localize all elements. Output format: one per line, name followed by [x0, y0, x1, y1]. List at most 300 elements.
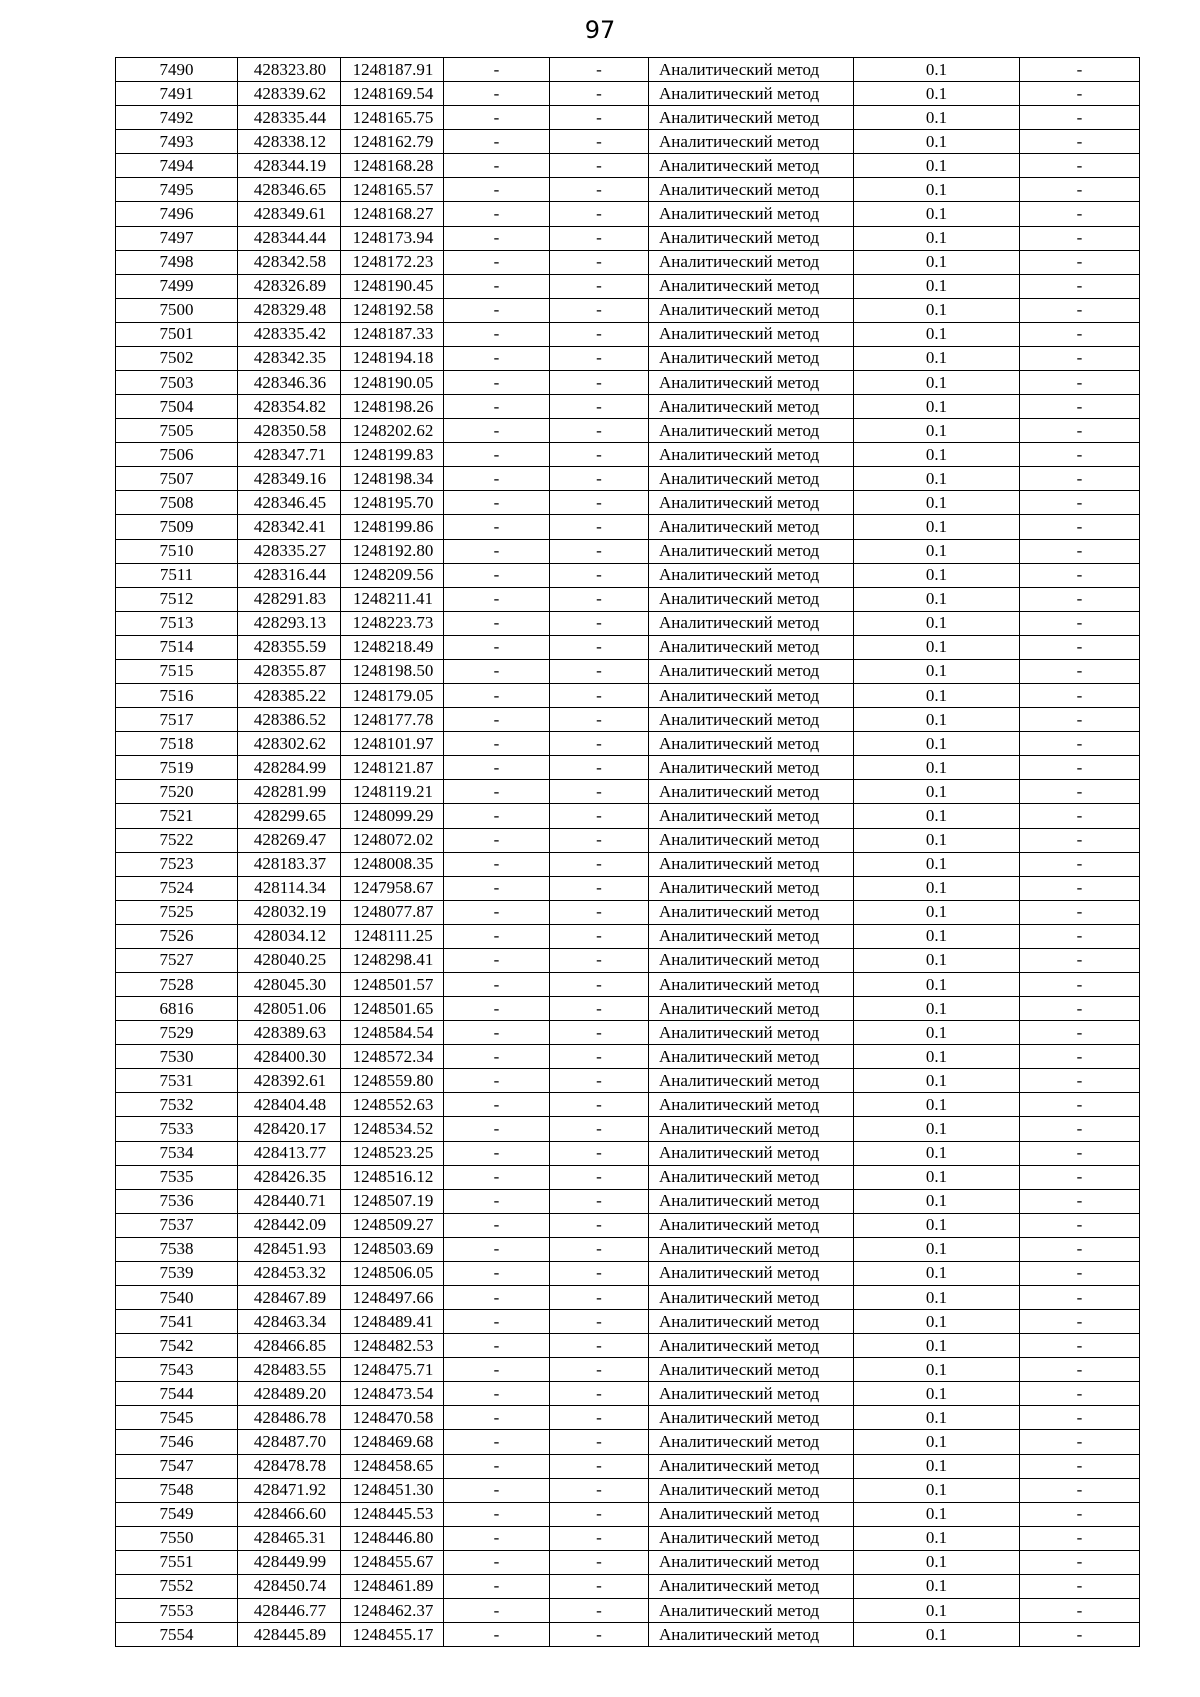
method-cell: Аналитический метод [649, 708, 854, 732]
dash-cell-b: - [550, 756, 649, 780]
accuracy-cell: 0.1 [854, 876, 1020, 900]
table-row [116, 178, 1140, 202]
dash-cell-b: - [550, 1526, 649, 1550]
y-coordinate-cell: 1248195.70 [341, 491, 444, 515]
table-row [116, 587, 1140, 611]
dash-cell-c: - [1020, 1045, 1140, 1069]
table-row [116, 443, 1140, 467]
method-cell: Аналитический метод [649, 274, 854, 298]
table-row [116, 1382, 1140, 1406]
dash-cell-c: - [1020, 1526, 1140, 1550]
x-coordinate-cell: 428291.83 [238, 587, 341, 611]
point-number-cell: 7518 [116, 732, 238, 756]
table-row [116, 106, 1140, 130]
dash-cell-b: - [550, 780, 649, 804]
y-coordinate-cell: 1248165.75 [341, 106, 444, 130]
dash-cell-b: - [550, 1045, 649, 1069]
method-cell: Аналитический метод [649, 154, 854, 178]
dash-cell-b: - [550, 563, 649, 587]
dash-cell-b: - [550, 130, 649, 154]
dash-cell-a: - [444, 443, 550, 467]
table-row [116, 948, 1140, 972]
method-cell: Аналитический метод [649, 515, 854, 539]
y-coordinate-cell: 1248462.37 [341, 1599, 444, 1623]
dash-cell-b: - [550, 1237, 649, 1261]
dash-cell-b: - [550, 611, 649, 635]
method-cell: Аналитический метод [649, 467, 854, 491]
point-number-cell: 7509 [116, 515, 238, 539]
point-number-cell: 7553 [116, 1599, 238, 1623]
table-row [116, 563, 1140, 587]
dash-cell-c: - [1020, 467, 1140, 491]
table-row [116, 1189, 1140, 1213]
dash-cell-b: - [550, 1382, 649, 1406]
point-number-cell: 7525 [116, 900, 238, 924]
y-coordinate-cell: 1248168.28 [341, 154, 444, 178]
point-number-cell: 7550 [116, 1526, 238, 1550]
method-cell: Аналитический метод [649, 1261, 854, 1285]
x-coordinate-cell: 428032.19 [238, 900, 341, 924]
y-coordinate-cell: 1248559.80 [341, 1069, 444, 1093]
accuracy-cell: 0.1 [854, 972, 1020, 996]
x-coordinate-cell: 428344.44 [238, 226, 341, 250]
point-number-cell: 7513 [116, 611, 238, 635]
dash-cell-b: - [550, 1021, 649, 1045]
x-coordinate-cell: 428335.27 [238, 539, 341, 563]
dash-cell-a: - [444, 467, 550, 491]
dash-cell-c: - [1020, 58, 1140, 82]
accuracy-cell: 0.1 [854, 226, 1020, 250]
dash-cell-a: - [444, 1117, 550, 1141]
accuracy-cell: 0.1 [854, 274, 1020, 298]
method-cell: Аналитический метод [649, 250, 854, 274]
y-coordinate-cell: 1248503.69 [341, 1237, 444, 1261]
x-coordinate-cell: 428316.44 [238, 563, 341, 587]
dash-cell-c: - [1020, 587, 1140, 611]
dash-cell-c: - [1020, 611, 1140, 635]
x-coordinate-cell: 428051.06 [238, 997, 341, 1021]
dash-cell-b: - [550, 972, 649, 996]
x-coordinate-cell: 428478.78 [238, 1454, 341, 1478]
y-coordinate-cell: 1248572.34 [341, 1045, 444, 1069]
point-number-cell: 7516 [116, 684, 238, 708]
point-number-cell: 7490 [116, 58, 238, 82]
method-cell: Аналитический метод [649, 1502, 854, 1526]
dash-cell-a: - [444, 780, 550, 804]
accuracy-cell: 0.1 [854, 1623, 1020, 1647]
y-coordinate-cell: 1248008.35 [341, 852, 444, 876]
x-coordinate-cell: 428449.99 [238, 1550, 341, 1574]
dash-cell-b: - [550, 1069, 649, 1093]
dash-cell-b: - [550, 346, 649, 370]
dash-cell-a: - [444, 1406, 550, 1430]
dash-cell-c: - [1020, 1261, 1140, 1285]
dash-cell-a: - [444, 419, 550, 443]
accuracy-cell: 0.1 [854, 371, 1020, 395]
point-number-cell: 7535 [116, 1165, 238, 1189]
table-row [116, 876, 1140, 900]
table-row [116, 1526, 1140, 1550]
accuracy-cell: 0.1 [854, 684, 1020, 708]
method-cell: Аналитический метод [649, 756, 854, 780]
point-number-cell: 7528 [116, 972, 238, 996]
dash-cell-a: - [444, 1285, 550, 1309]
method-cell: Аналитический метод [649, 1334, 854, 1358]
dash-cell-b: - [550, 587, 649, 611]
point-number-cell: 7534 [116, 1141, 238, 1165]
point-number-cell: 7523 [116, 852, 238, 876]
dash-cell-c: - [1020, 828, 1140, 852]
dash-cell-b: - [550, 226, 649, 250]
dash-cell-a: - [444, 684, 550, 708]
accuracy-cell: 0.1 [854, 1502, 1020, 1526]
method-cell: Аналитический метод [649, 852, 854, 876]
accuracy-cell: 0.1 [854, 780, 1020, 804]
dash-cell-a: - [444, 876, 550, 900]
dash-cell-b: - [550, 876, 649, 900]
point-number-cell: 7506 [116, 443, 238, 467]
accuracy-cell: 0.1 [854, 732, 1020, 756]
table-row [116, 1261, 1140, 1285]
table-row [116, 1165, 1140, 1189]
x-coordinate-cell: 428446.77 [238, 1599, 341, 1623]
table-row [116, 1623, 1140, 1647]
x-coordinate-cell: 428040.25 [238, 948, 341, 972]
table-row [116, 1045, 1140, 1069]
y-coordinate-cell: 1248223.73 [341, 611, 444, 635]
method-cell: Аналитический метод [649, 298, 854, 322]
accuracy-cell: 0.1 [854, 1189, 1020, 1213]
y-coordinate-cell: 1248501.65 [341, 997, 444, 1021]
y-coordinate-cell: 1248455.67 [341, 1550, 444, 1574]
method-cell: Аналитический метод [649, 563, 854, 587]
point-number-cell: 7532 [116, 1093, 238, 1117]
dash-cell-b: - [550, 997, 649, 1021]
dash-cell-b: - [550, 443, 649, 467]
table-row [116, 924, 1140, 948]
table-row [116, 828, 1140, 852]
method-cell: Аналитический метод [649, 659, 854, 683]
table-row [116, 1430, 1140, 1454]
point-number-cell: 7522 [116, 828, 238, 852]
point-number-cell: 7501 [116, 322, 238, 346]
point-number-cell: 7537 [116, 1213, 238, 1237]
point-number-cell: 7511 [116, 563, 238, 587]
table-row [116, 346, 1140, 370]
x-coordinate-cell: 428335.44 [238, 106, 341, 130]
x-coordinate-cell: 428400.30 [238, 1045, 341, 1069]
point-number-cell: 7545 [116, 1406, 238, 1430]
table-row [116, 1406, 1140, 1430]
dash-cell-a: - [444, 1478, 550, 1502]
dash-cell-c: - [1020, 130, 1140, 154]
dash-cell-c: - [1020, 756, 1140, 780]
table-row [116, 371, 1140, 395]
y-coordinate-cell: 1248101.97 [341, 732, 444, 756]
point-number-cell: 7499 [116, 274, 238, 298]
y-coordinate-cell: 1248173.94 [341, 226, 444, 250]
point-number-cell: 7552 [116, 1574, 238, 1598]
y-coordinate-cell: 1248198.26 [341, 395, 444, 419]
y-coordinate-cell: 1248516.12 [341, 1165, 444, 1189]
method-cell: Аналитический метод [649, 684, 854, 708]
dash-cell-b: - [550, 491, 649, 515]
table-row [116, 130, 1140, 154]
accuracy-cell: 0.1 [854, 491, 1020, 515]
point-number-cell: 7536 [116, 1189, 238, 1213]
dash-cell-c: - [1020, 346, 1140, 370]
dash-cell-a: - [444, 346, 550, 370]
table-row [116, 684, 1140, 708]
accuracy-cell: 0.1 [854, 82, 1020, 106]
dash-cell-b: - [550, 1213, 649, 1237]
y-coordinate-cell: 1248121.87 [341, 756, 444, 780]
table-row [116, 154, 1140, 178]
x-coordinate-cell: 428323.80 [238, 58, 341, 82]
method-cell: Аналитический метод [649, 1117, 854, 1141]
method-cell: Аналитический метод [649, 1021, 854, 1045]
accuracy-cell: 0.1 [854, 467, 1020, 491]
method-cell: Аналитический метод [649, 611, 854, 635]
dash-cell-c: - [1020, 419, 1140, 443]
method-cell: Аналитический метод [649, 972, 854, 996]
method-cell: Аналитический метод [649, 1382, 854, 1406]
dash-cell-c: - [1020, 226, 1140, 250]
y-coordinate-cell: 1248211.41 [341, 587, 444, 611]
method-cell: Аналитический метод [649, 1237, 854, 1261]
dash-cell-b: - [550, 635, 649, 659]
accuracy-cell: 0.1 [854, 828, 1020, 852]
dash-cell-a: - [444, 659, 550, 683]
x-coordinate-cell: 428420.17 [238, 1117, 341, 1141]
dash-cell-b: - [550, 58, 649, 82]
y-coordinate-cell: 1248199.86 [341, 515, 444, 539]
method-cell: Аналитический метод [649, 82, 854, 106]
accuracy-cell: 0.1 [854, 804, 1020, 828]
dash-cell-c: - [1020, 659, 1140, 683]
table-row [116, 515, 1140, 539]
dash-cell-b: - [550, 659, 649, 683]
y-coordinate-cell: 1248198.34 [341, 467, 444, 491]
x-coordinate-cell: 428354.82 [238, 395, 341, 419]
x-coordinate-cell: 428269.47 [238, 828, 341, 852]
x-coordinate-cell: 428467.89 [238, 1285, 341, 1309]
method-cell: Аналитический метод [649, 948, 854, 972]
dash-cell-b: - [550, 1599, 649, 1623]
accuracy-cell: 0.1 [854, 539, 1020, 563]
dash-cell-a: - [444, 1213, 550, 1237]
dash-cell-b: - [550, 948, 649, 972]
dash-cell-b: - [550, 178, 649, 202]
dash-cell-c: - [1020, 1550, 1140, 1574]
method-cell: Аналитический метод [649, 900, 854, 924]
y-coordinate-cell: 1248209.56 [341, 563, 444, 587]
x-coordinate-cell: 428389.63 [238, 1021, 341, 1045]
method-cell: Аналитический метод [649, 130, 854, 154]
dash-cell-c: - [1020, 250, 1140, 274]
dash-cell-c: - [1020, 1141, 1140, 1165]
accuracy-cell: 0.1 [854, 1599, 1020, 1623]
method-cell: Аналитический метод [649, 1454, 854, 1478]
dash-cell-b: - [550, 1478, 649, 1502]
y-coordinate-cell: 1248190.05 [341, 371, 444, 395]
dash-cell-c: - [1020, 732, 1140, 756]
table-row [116, 804, 1140, 828]
dash-cell-a: - [444, 1141, 550, 1165]
dash-cell-c: - [1020, 274, 1140, 298]
y-coordinate-cell: 1248473.54 [341, 1382, 444, 1406]
dash-cell-a: - [444, 154, 550, 178]
dash-cell-a: - [444, 1550, 550, 1574]
y-coordinate-cell: 1248552.63 [341, 1093, 444, 1117]
table-row [116, 1502, 1140, 1526]
dash-cell-b: - [550, 82, 649, 106]
table-row [116, 1358, 1140, 1382]
dash-cell-a: - [444, 1334, 550, 1358]
point-number-cell: 7531 [116, 1069, 238, 1093]
point-number-cell: 7527 [116, 948, 238, 972]
method-cell: Аналитический метод [649, 226, 854, 250]
y-coordinate-cell: 1248187.33 [341, 322, 444, 346]
dash-cell-c: - [1020, 1213, 1140, 1237]
point-number-cell: 7505 [116, 419, 238, 443]
accuracy-cell: 0.1 [854, 346, 1020, 370]
table-row [116, 1574, 1140, 1598]
point-number-cell: 7546 [116, 1430, 238, 1454]
dash-cell-a: - [444, 804, 550, 828]
accuracy-cell: 0.1 [854, 1141, 1020, 1165]
table-row [116, 467, 1140, 491]
dash-cell-a: - [444, 202, 550, 226]
dash-cell-c: - [1020, 82, 1140, 106]
dash-cell-a: - [444, 611, 550, 635]
x-coordinate-cell: 428426.35 [238, 1165, 341, 1189]
y-coordinate-cell: 1248192.58 [341, 298, 444, 322]
x-coordinate-cell: 428293.13 [238, 611, 341, 635]
accuracy-cell: 0.1 [854, 1430, 1020, 1454]
y-coordinate-cell: 1248111.25 [341, 924, 444, 948]
dash-cell-a: - [444, 1069, 550, 1093]
dash-cell-b: - [550, 828, 649, 852]
point-number-cell: 7542 [116, 1334, 238, 1358]
accuracy-cell: 0.1 [854, 58, 1020, 82]
accuracy-cell: 0.1 [854, 1165, 1020, 1189]
dash-cell-c: - [1020, 804, 1140, 828]
point-number-cell: 7526 [116, 924, 238, 948]
dash-cell-a: - [444, 1021, 550, 1045]
table-row [116, 1285, 1140, 1309]
method-cell: Аналитический метод [649, 202, 854, 226]
table-row [116, 1310, 1140, 1334]
point-number-cell: 7524 [116, 876, 238, 900]
table-row [116, 852, 1140, 876]
y-coordinate-cell: 1248194.18 [341, 346, 444, 370]
dash-cell-c: - [1020, 178, 1140, 202]
y-coordinate-cell: 1248099.29 [341, 804, 444, 828]
y-coordinate-cell: 1248298.41 [341, 948, 444, 972]
accuracy-cell: 0.1 [854, 130, 1020, 154]
accuracy-cell: 0.1 [854, 1358, 1020, 1382]
point-number-cell: 7491 [116, 82, 238, 106]
table-row [116, 1021, 1140, 1045]
method-cell: Аналитический метод [649, 1358, 854, 1382]
method-cell: Аналитический метод [649, 491, 854, 515]
dash-cell-a: - [444, 635, 550, 659]
accuracy-cell: 0.1 [854, 298, 1020, 322]
dash-cell-b: - [550, 1574, 649, 1598]
accuracy-cell: 0.1 [854, 659, 1020, 683]
dash-cell-c: - [1020, 1430, 1140, 1454]
table-row [116, 732, 1140, 756]
method-cell: Аналитический метод [649, 395, 854, 419]
dash-cell-b: - [550, 900, 649, 924]
dash-cell-a: - [444, 1189, 550, 1213]
x-coordinate-cell: 428045.30 [238, 972, 341, 996]
accuracy-cell: 0.1 [854, 563, 1020, 587]
table-body [116, 58, 1140, 1647]
y-coordinate-cell: 1248198.50 [341, 659, 444, 683]
coordinates-table [115, 57, 1140, 1647]
dash-cell-a: - [444, 539, 550, 563]
table-row [116, 972, 1140, 996]
method-cell: Аналитический метод [649, 106, 854, 130]
table-row [116, 395, 1140, 419]
y-coordinate-cell: 1248187.91 [341, 58, 444, 82]
table-row [116, 900, 1140, 924]
method-cell: Аналитический метод [649, 371, 854, 395]
dash-cell-c: - [1020, 298, 1140, 322]
method-cell: Аналитический метод [649, 1213, 854, 1237]
accuracy-cell: 0.1 [854, 587, 1020, 611]
dash-cell-b: - [550, 1285, 649, 1309]
y-coordinate-cell: 1248482.53 [341, 1334, 444, 1358]
method-cell: Аналитический метод [649, 419, 854, 443]
y-coordinate-cell: 1247958.67 [341, 876, 444, 900]
x-coordinate-cell: 428355.87 [238, 659, 341, 683]
dash-cell-b: - [550, 274, 649, 298]
point-number-cell: 7493 [116, 130, 238, 154]
point-number-cell: 7520 [116, 780, 238, 804]
accuracy-cell: 0.1 [854, 1334, 1020, 1358]
x-coordinate-cell: 428347.71 [238, 443, 341, 467]
dash-cell-b: - [550, 1430, 649, 1454]
accuracy-cell: 0.1 [854, 106, 1020, 130]
dash-cell-b: - [550, 250, 649, 274]
dash-cell-b: - [550, 1117, 649, 1141]
x-coordinate-cell: 428342.58 [238, 250, 341, 274]
dash-cell-c: - [1020, 443, 1140, 467]
point-number-cell: 7548 [116, 1478, 238, 1502]
method-cell: Аналитический метод [649, 539, 854, 563]
y-coordinate-cell: 1248192.80 [341, 539, 444, 563]
point-number-cell: 7508 [116, 491, 238, 515]
point-number-cell: 7502 [116, 346, 238, 370]
method-cell: Аналитический метод [649, 587, 854, 611]
dash-cell-b: - [550, 1623, 649, 1647]
table-row [116, 491, 1140, 515]
dash-cell-a: - [444, 1237, 550, 1261]
point-number-cell: 7549 [116, 1502, 238, 1526]
y-coordinate-cell: 1248509.27 [341, 1213, 444, 1237]
accuracy-cell: 0.1 [854, 1526, 1020, 1550]
method-cell: Аналитический метод [649, 443, 854, 467]
x-coordinate-cell: 428034.12 [238, 924, 341, 948]
point-number-cell: 7495 [116, 178, 238, 202]
method-cell: Аналитический метод [649, 1599, 854, 1623]
dash-cell-c: - [1020, 635, 1140, 659]
accuracy-cell: 0.1 [854, 756, 1020, 780]
x-coordinate-cell: 428392.61 [238, 1069, 341, 1093]
